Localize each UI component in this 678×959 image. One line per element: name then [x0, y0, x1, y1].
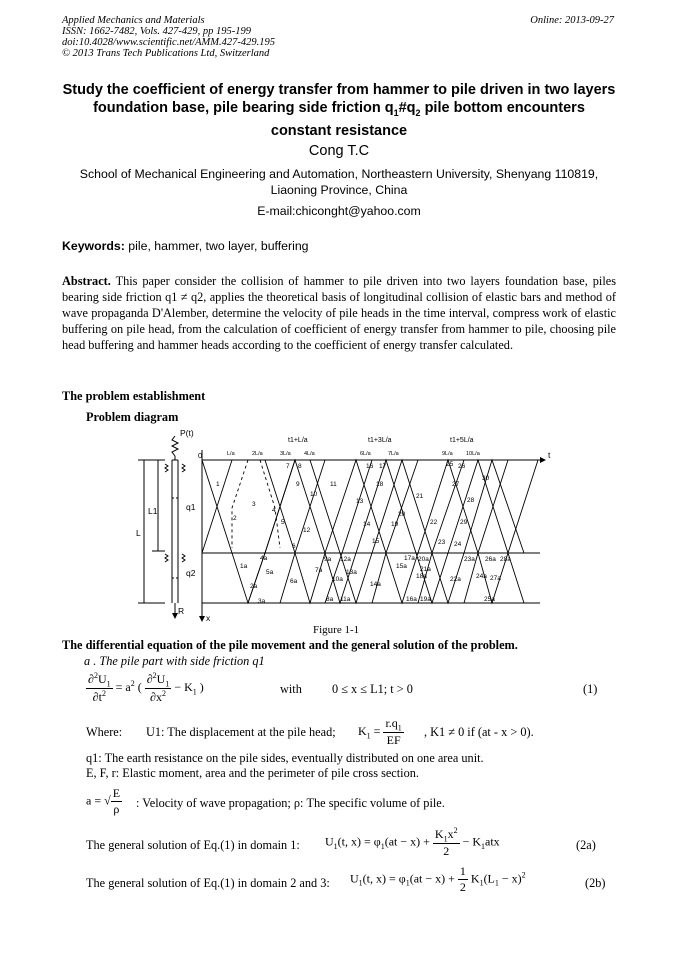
region-label: 1	[216, 481, 220, 488]
figure-caption: Figure 1-1	[313, 624, 360, 636]
region-label: 21a	[420, 566, 431, 573]
paper-title: Study the coefficient of energy transfer from hammer to pile driven in two layers foundation base, pile bearing side friction $q_1\#q_2$ pile bottom encounters constant resistance	[62, 82, 616, 139]
region-label: 9	[296, 481, 300, 488]
region-label: 18a	[416, 573, 427, 580]
a-description: : Velocity of wave propagation; ρ: The specific volume of pile.	[136, 796, 445, 810]
region-label: 8	[298, 463, 302, 470]
abstract-label: Abstract.	[62, 274, 111, 288]
region-label: 9a	[324, 556, 332, 563]
region-label: 3	[252, 501, 256, 508]
equation-2b: $U_1(t$, $x) = \varphi_1(at - x)$ + $\frac{1}{2}$ $K_1(L_1 - x)^2$	[350, 864, 526, 894]
region-label: 14	[363, 521, 371, 528]
time-mark: 9L/a	[442, 451, 453, 457]
region-label: 22a	[450, 576, 461, 583]
region-label: 10	[310, 491, 318, 498]
region-label: 16	[366, 463, 374, 470]
eq2a-number: (2a)	[576, 838, 596, 852]
time-mark: 4L/a	[304, 451, 315, 457]
region-label: 28	[467, 497, 475, 504]
issn: ISSN: 1662-7482, Vols. 427-429, pp 195-199	[62, 26, 251, 37]
region-label: 6a	[290, 578, 298, 585]
region-label: 7a	[315, 567, 323, 574]
region-label: 25	[446, 461, 454, 468]
time-mark: 6L/a	[360, 451, 371, 457]
time-mark: 7L/a	[388, 451, 399, 457]
where-label: Where:	[86, 725, 123, 739]
region-label: 11	[330, 481, 337, 488]
section-differential-equation: The differential equation of the pile movement and the general solution of the problem.	[62, 638, 518, 652]
region-label: 18	[376, 481, 384, 488]
region-label: 22	[430, 519, 438, 526]
region-label: 23a	[464, 556, 475, 563]
eq1-number: (1)	[583, 682, 598, 696]
region-label: 1a	[240, 563, 248, 570]
label-L: L	[136, 528, 141, 538]
region-label: 2	[233, 515, 237, 522]
region-label: 27a	[490, 575, 501, 582]
label-q2: q2	[186, 568, 196, 578]
gen-solution-2-text: The general solution of Eq.(1) in domain 2 and 3:	[86, 876, 330, 890]
tl-mark: t1+5L/a	[450, 437, 474, 444]
keywords	[62, 239, 309, 253]
region-label: 4a	[260, 555, 268, 562]
region-label: 16a	[406, 596, 417, 603]
efr-description: E, F, r: Elastic moment, area and the perimeter of pile cross section.	[86, 766, 419, 780]
eq1-with: with	[280, 682, 302, 696]
k1-formula: $K_1$ = $\frac{r.q_1}{EF}$	[358, 716, 402, 748]
label-zero: 0	[198, 451, 203, 460]
eq2b-number: (2b)	[585, 876, 606, 890]
label-x: x	[206, 613, 211, 623]
time-mark: 3L/a	[280, 451, 291, 457]
journal-header	[62, 15, 275, 59]
keywords-text: pile, hammer, two layer, buffering	[128, 239, 309, 253]
label-pt: P(t)	[180, 428, 194, 438]
region-label: 11a	[340, 596, 351, 603]
tl-mark: t1+3L/a	[368, 437, 392, 444]
region-label: 14a	[370, 581, 381, 588]
region-label: 10a	[332, 576, 343, 583]
region-label: 13	[356, 498, 364, 505]
region-label: 7	[286, 463, 290, 470]
region-label: 29	[460, 519, 468, 526]
journal-name: Applied Mechanics and Materials	[62, 15, 205, 26]
label-L1: L1	[148, 506, 158, 516]
region-label: 12a	[340, 556, 351, 563]
subsection-problem-diagram: Problem diagram	[86, 410, 179, 424]
region-label: 24	[454, 541, 462, 548]
figure-1-1	[120, 428, 560, 623]
region-label: 4	[272, 507, 276, 514]
region-label: 12	[303, 527, 311, 534]
region-label: 3a	[258, 598, 266, 605]
region-label: 17a	[404, 555, 415, 562]
label-q1: q1	[186, 502, 196, 512]
online-date: Online: 2013-09-27	[530, 15, 614, 26]
region-label: 23	[438, 539, 446, 546]
region-label: 25a	[484, 596, 495, 603]
equation-2a: $U_1(t$, $x) = \varphi_1(at - x)$ + $\frac{K_1x^2}{2}$ − $K_1atx$	[325, 826, 500, 859]
gen-solution-1-text: The general solution of Eq.(1) in domain 1:	[86, 838, 300, 852]
region-label: 15a	[396, 563, 407, 570]
copyright: © 2013 Trans Tech Publications Ltd, Switzerland	[62, 48, 270, 59]
time-mark: 10L/a	[466, 451, 480, 457]
region-label: 28a	[500, 556, 511, 563]
region-label: 2a	[250, 583, 258, 590]
equation-1: $\frac{\partial^2U_1}{\partial t^2}$ = $a^2$ ( $\frac{\partial^2U_1}{\partial x^2}$ − $K_1$ )	[88, 671, 204, 705]
region-label: 6	[292, 543, 296, 550]
label-t: t	[548, 450, 551, 460]
region-label: 26a	[485, 556, 496, 563]
doi: doi:10.4028/www.scientific.net/AMM.427-429.195	[62, 37, 275, 48]
region-label: 13a	[346, 569, 357, 576]
abstract-text: This paper consider the collision of hammer to pile driven into two layers foundation base, piles bearing side friction q1 ≠ q2, applies the theoretical basis of longitudinal collision of elastic bars and method of wave propaganda D'Alember, determine the velocity of pile heads in the time interval, compress work of elastic buffering on pile head, from the calculation of coefficient of energy transfer from hammer to pile, choosing pile head buffering and hammer heads according to the coefficient of energy transfer calculated.	[62, 274, 616, 352]
region-label: 19	[391, 521, 399, 528]
eq1-domain: 0 ≤ x ≤ L1; t > 0	[332, 682, 413, 696]
k1-condition: , K1 ≠ 0 if (at - x > 0).	[424, 725, 534, 739]
time-mark: 2L/a	[252, 451, 263, 457]
email: E-mail:chiconght@yahoo.com	[257, 204, 421, 218]
tl-mark: t1+L/a	[288, 437, 308, 444]
subsection-side-friction: a . The pile part with side friction q1	[84, 654, 265, 668]
region-label: 5	[281, 519, 285, 526]
region-label: 8a	[326, 596, 334, 603]
region-label: 26	[458, 463, 466, 470]
keywords-label: Keywords:	[62, 239, 125, 253]
affiliation: School of Mechanical Engineering and Automation, Northeastern University, Shenyang 110819, Liaoning Province, China	[79, 167, 599, 197]
region-label: 20a	[418, 556, 429, 563]
q1-description: q1: The earth resistance on the pile sides, eventually distributed on one area unit.	[86, 751, 484, 765]
time-mark: L/a	[227, 451, 235, 457]
section-problem-establishment: The problem establishment	[62, 389, 206, 403]
where-u1: U1: The displacement at the pile head;	[146, 725, 336, 739]
region-label: 15	[372, 538, 380, 545]
region-label: 27	[452, 481, 460, 488]
label-R: R	[178, 606, 185, 616]
author: Cong T.C	[308, 143, 370, 159]
region-label: 21	[416, 493, 424, 500]
abstract	[62, 273, 616, 353]
region-label: 20	[398, 511, 406, 518]
region-label: 17	[379, 463, 387, 470]
region-label: 30	[482, 475, 490, 482]
region-label: 24a	[476, 573, 487, 580]
region-label: 5a	[266, 569, 274, 576]
region-label: 19a	[420, 596, 431, 603]
a-formula: a = √ $\frac{E}{\rho}$	[86, 786, 121, 816]
